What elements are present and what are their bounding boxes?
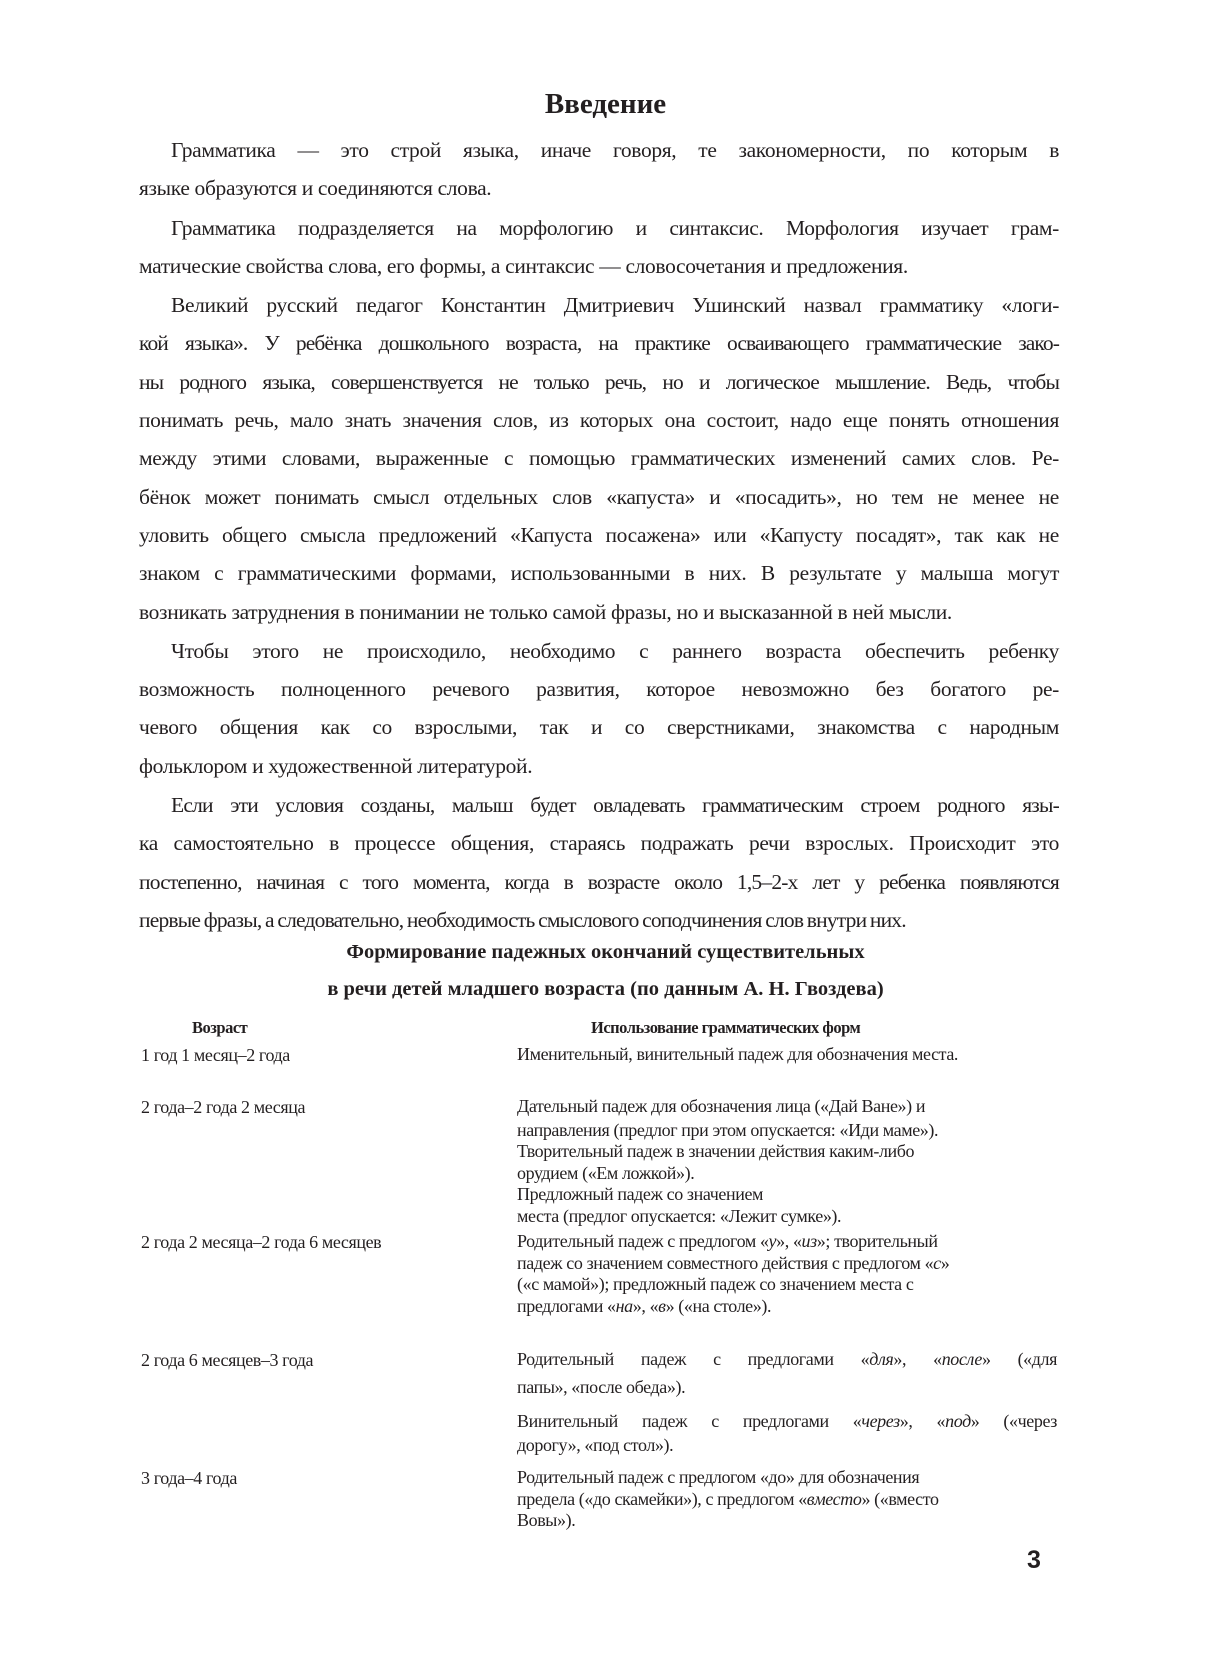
usage-line [517,1231,1057,1253]
usage-cell [517,1467,1057,1532]
preposition-italic: из [801,1231,817,1251]
text-line: кой языка». У ребёнка дошкольного возраста, на практике осваивающего грамматические зако- [139,331,1059,356]
text-line: матические свойства слова, его формы, а синтаксис — словосочетания и предложения. [139,253,908,278]
age-cell: 1 год 1 месяц–2 года [141,1045,290,1065]
text-segment: », « [899,1411,946,1431]
text-line: Если эти условия созданы, малыш будет овладевать грамматическим строем родного язы- [171,793,1059,818]
usage-line: («с мамой»); предложный падеж со значением места с [517,1274,914,1294]
page-number: 3 [1027,1546,1041,1574]
usage-line [517,1411,1057,1433]
preposition-italic: для [869,1349,894,1369]
column-header-age: Возраст [192,1018,248,1037]
usage-line [517,1296,1057,1318]
usage-line: Предложный падеж со значением [517,1184,764,1204]
text-segment: предела («до скамейки»), с предлогом « [517,1488,807,1509]
text-line: между этими словами, выраженные с помощью грамматических изменений самих слов. Ре- [139,446,1059,471]
page-title: Введение [544,88,667,120]
intro-text [139,131,1059,940]
text-line: чевого общения как со взрослыми, так и со сверстниками, знакомства с народным [139,715,1059,740]
age-cell: 3 года–4 года [141,1468,237,1488]
text-line: языке образуются и соединяются слова. [139,176,492,201]
text-line: Грамматика — это строй языка, иначе говоря, те закономерности, по которым в [171,138,1059,162]
text-segment: Родительный падеж с предлогами « [517,1349,870,1369]
paragraph [139,286,1059,631]
text-segment: »; творительный [816,1231,938,1251]
text-line: фольклором и художественной литературой. [139,753,533,778]
usage-line: места (предлог опускается: «Лежит сумке»). [517,1205,842,1226]
text-segment: » («через [970,1411,1057,1431]
usage-line: Именительный, винительный падеж для обозначения места. [517,1044,959,1064]
preposition-italic: с [933,1252,941,1273]
text-segment: падеж со значением совместного действия с предлогом « [517,1252,934,1273]
paragraph [139,632,1059,785]
usage-line [517,1349,1057,1371]
text-line: постепенно, начиная с того момента, когда в возрасте около 1,5–2-х лет у ребенка появляются [139,869,1059,894]
table-heading-line: Формирование падежных окончаний существительных [346,941,865,963]
preposition-italic: после [941,1349,982,1369]
usage-cell [517,1096,1057,1227]
paragraph [139,131,1059,208]
text-segment: » («на столе»). [665,1295,772,1316]
paragraph [139,209,1059,286]
text-line: ка самостоятельно в процессе общения, стараясь подражать речи взрослых. Происходит это [139,831,1059,856]
text-segment: » («для [981,1349,1057,1369]
text-segment: », « [776,1231,802,1251]
text-line: Чтобы этого не происходило, необходимо с раннего возраста обеспечить ребенку [171,638,1059,663]
text-line: Грамматика подразделяется на морфологию и синтаксис. Морфология изучает грам- [171,215,1059,240]
text-line: уловить общего смысла предложений «Капуста посажена» или «Капусту посадят», так как не [139,522,1059,547]
age-cell: 2 года 2 месяца–2 года 6 месяцев [141,1232,382,1252]
age-cell: 2 года–2 года 2 месяца [141,1097,306,1117]
usage-cell [517,1231,1057,1317]
usage-line: Родительный падеж с предлогом «до» для обозначения [517,1467,920,1487]
text-line: Великий русский педагог Константин Дмитриевич Ушинский назвал грамматику «логи- [171,293,1059,318]
text-segment: предлогами « [517,1295,616,1316]
text-line: возникать затруднения в понимании не только самой фразы, но и высказанной в ней мысли. [139,599,952,624]
usage-line [517,1489,1057,1511]
preposition-italic: вместо [806,1488,862,1509]
usage-line: Вовы»). [517,1510,576,1530]
usage-cell [517,1349,1057,1456]
text-segment: » [940,1252,950,1273]
usage-line: направления (предлог при этом опускается: «Иди маме»). [517,1119,939,1140]
paragraph [139,786,1059,939]
column-header-usage: Использование грамматических форм [591,1018,861,1037]
text-segment: », « [893,1349,942,1369]
preposition-italic: через [861,1411,900,1431]
usage-line: дорогу», «под стол»). [517,1434,674,1455]
preposition-italic: под [945,1411,971,1431]
usage-line: папы», «после обеда»). [517,1376,686,1397]
text-line: первые фразы, а следовательно, необходимость смыслового соподчинения слов внутри них. [139,907,906,932]
usage-line: Творительный падеж в значении действия каким-либо [517,1141,915,1161]
preposition-italic: на [615,1295,633,1316]
usage-cell [517,1044,1057,1066]
text-segment: Родительный падеж с предлогом « [517,1231,769,1251]
text-line: ны родного языка, совершенствуется не только речь, но и логическое мышление. Ведь, чтобы [139,369,1059,394]
text-segment: » («вместо [861,1488,939,1509]
table-heading [0,934,1211,1008]
text-segment: Винительный падеж с предлогами « [517,1411,862,1431]
text-line: знаком с грамматическими формами, использованными в них. В результате у малыша могут [139,561,1059,586]
text-line: возможность полноценного речевого развития, которое невозможно без богатого ре- [139,677,1059,702]
table-heading-line: в речи детей младшего возраста (по данным А. Н. Гвоздева) [327,978,884,1000]
usage-line [517,1253,1057,1275]
preposition-italic: в [658,1295,666,1316]
age-cell: 2 года 6 месяцев–3 года [141,1350,314,1370]
usage-line: Дательный падеж для обозначения лица («Дай Ване») и [517,1096,926,1116]
usage-line: орудием («Ем ложкой»). [517,1162,695,1183]
text-segment: », « [632,1295,659,1316]
text-line: бёнок может понимать смысл отдельных слов «капуста» и «посадить», но тем не менее не [139,484,1059,509]
text-line: понимать речь, мало знать значения слов, из которых она состоит, надо еще понять отношения [139,408,1059,433]
preposition-italic: у [768,1231,777,1251]
